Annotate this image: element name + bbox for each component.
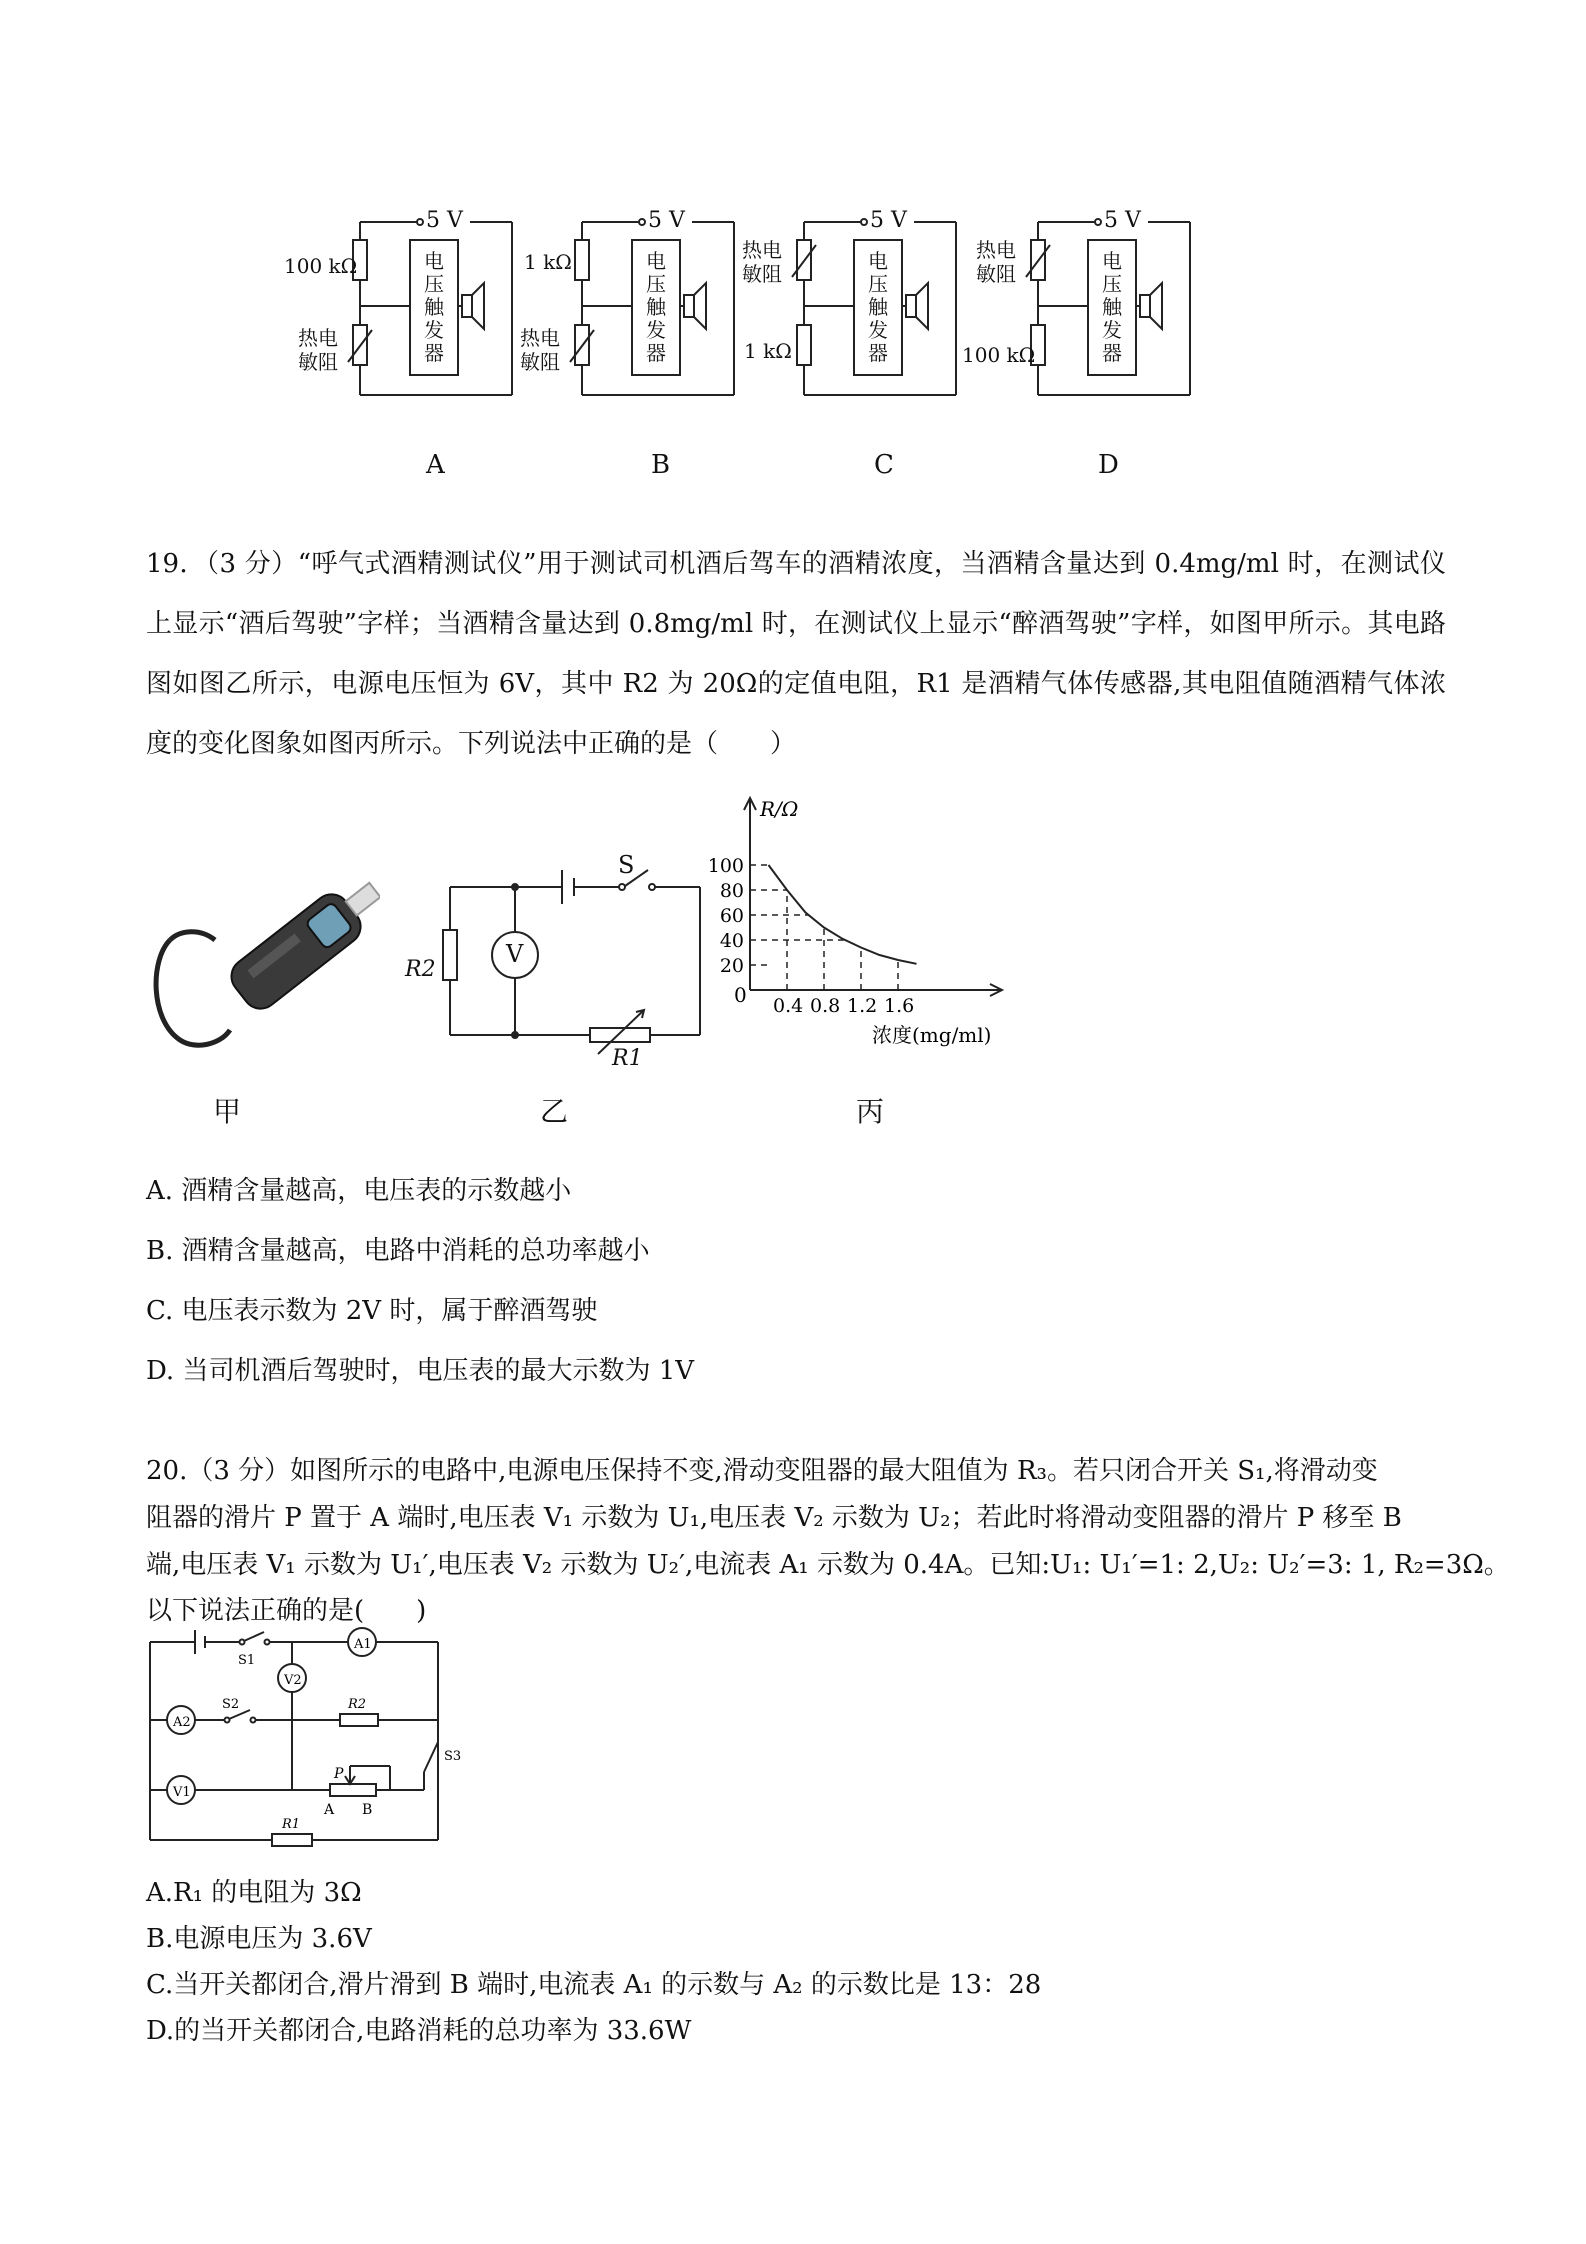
chart-x-tick-label: 1.6 (884, 995, 915, 1017)
q20-stem-line-1: 20.（3 分）如图所示的电路中,电源电压保持不变,滑动变阻器的最大阻值为 R₃。若只闭合开关 S₁,将滑动变 (146, 1456, 1378, 1486)
q18-b-trigger: 电 压 触 发 器 (646, 249, 666, 365)
fig-label-jia: 甲 (213, 1095, 242, 1128)
q18-d-trigger: 电 压 触 发 器 (1102, 249, 1122, 365)
q19-stem: 19．（3 分）“呼气式酒精测试仪”用于测试司机酒后驾车的酒精浓度，当酒精含量达到 0.4mg/ml 时，在测试仪上显示“酒后驾驶”字样；当酒精含量达到 0.8mg/ml 时，在测试仪上显示“醉酒驾驶”字样，如图甲所示。其电路图如图乙所示，电源电压恒为 6V，其中 R2 为 20Ω的定值电阻，R1 是酒精气体传感器,其电阻值随酒精气体浓度的变化图象如图丙所示。下列说法中正确的是（ ） (146, 549, 1446, 759)
q20-stem-line-4: 以下说法正确的是( ) (146, 1596, 427, 1626)
q20-a2-label: A2 (173, 1715, 191, 1730)
resistance-concentration-chart (700, 790, 1030, 1065)
chart-y-tick-label: 20 (719, 955, 744, 977)
q20-v2-label: V2 (284, 1673, 302, 1688)
q20-a-label: A (324, 1802, 335, 1818)
q20-r1-label: R1 (282, 1817, 301, 1832)
q18-d-voltage: 5 V (1104, 208, 1141, 233)
q19-voltmeter-label: V (506, 940, 524, 968)
q20-stem-line-3: 端,电压表 V₁ 示数为 U₁′,电压表 V₂ 示数为 U₂′,电流表 A₁ 示数为 0.4A。已知:U₁: U₁′=1: 2,U₂: U₂′=3: 1, R₂=3Ω。 (146, 1550, 1510, 1580)
fig-label-yi: 乙 (540, 1095, 569, 1128)
q20-circuit (140, 1620, 470, 1860)
q20-s3-label: S3 (444, 1749, 462, 1764)
q18-a-voltage: 5 V (426, 208, 463, 233)
q19-option-a[interactable]: A. 酒精含量越高，电压表的示数越小 (146, 1176, 572, 1206)
chart-y-tick-label: 40 (719, 930, 744, 952)
q20-b-label: B (362, 1802, 373, 1818)
q18-a-resistor-label: 100 kΩ (284, 254, 358, 278)
q18-c-voltage: 5 V (870, 208, 907, 233)
q20-option-a[interactable]: A.R₁ 的电阻为 3Ω (146, 1878, 362, 1908)
q19-r2-label: R2 (405, 957, 436, 982)
q19-option-b[interactable]: B. 酒精含量越高，电路中消耗的总功率越小 (146, 1236, 650, 1266)
q20-r2-label: R2 (348, 1697, 367, 1712)
q19-option-d[interactable]: D. 当司机酒后驾驶时，电压表的最大示数为 1V (146, 1356, 695, 1386)
q18-option-a[interactable]: A (426, 450, 445, 480)
q19-option-c[interactable]: C. 电压表示数为 2V 时，属于醉酒驾驶 (146, 1296, 598, 1326)
q18-a-trigger: 电 压 触 发 器 (424, 249, 444, 365)
breathalyzer-image (140, 870, 380, 1070)
chart-y-tick-label: 100 (707, 855, 744, 877)
q19-switch-label: S (618, 851, 635, 879)
q18-b-voltage: 5 V (648, 208, 685, 233)
q18-c-trigger: 电 压 触 发 器 (868, 249, 888, 365)
chart-x-tick-label: 0.4 (773, 995, 804, 1017)
chart-x-tick-label: 1.2 (847, 995, 878, 1017)
q18-c-resistor-label: 1 kΩ (744, 339, 792, 363)
q20-s2-label: S2 (222, 1697, 240, 1712)
chart-y-label: R/Ω (760, 797, 799, 821)
q18-b-thermistor-label: 热电 敏阻 (520, 326, 560, 374)
chart-x-label: 浓度(mg/ml) (872, 1023, 992, 1047)
q19-r1-label: R1 (612, 1046, 643, 1071)
chart-x-tick-label: 0.8 (810, 995, 841, 1017)
q18-d-thermistor-label: 热电 敏阻 (976, 238, 1016, 286)
q20-stem-line-2: 阻器的滑片 P 置于 A 端时,电压表 V₁ 示数为 U₁,电压表 V₂ 示数为 U₂；若此时将滑动变阻器的滑片 P 移至 B (146, 1503, 1402, 1533)
q18-option-b[interactable]: B (651, 450, 671, 480)
q18-d-resistor-label: 100 kΩ (962, 343, 1036, 367)
q18-c-thermistor-label: 热电 敏阻 (742, 238, 782, 286)
q20-v1-label: V1 (173, 1785, 191, 1800)
chart-y-tick-label: 80 (719, 880, 744, 902)
q20-option-c[interactable]: C.当开关都闭合,滑片滑到 B 端时,电流表 A₁ 的示数与 A₂ 的示数比是 13：28 (146, 1970, 1042, 2000)
q20-s1-label: S1 (238, 1653, 256, 1668)
chart-y-tick-label: 60 (719, 905, 744, 927)
q20-option-d[interactable]: D.的当开关都闭合,电路消耗的总功率为 33.6W (146, 2016, 692, 2046)
fig-label-bing: 丙 (856, 1095, 885, 1128)
q18-option-c[interactable]: C (874, 450, 894, 480)
q18-b-resistor-label: 1 kΩ (524, 250, 572, 274)
q20-a1-label: A1 (354, 1637, 372, 1652)
chart-origin-label: 0 (734, 983, 747, 1007)
q20-p-label: P (334, 1766, 344, 1782)
q18-a-thermistor-label: 热电 敏阻 (298, 326, 338, 374)
chart-series-line (769, 865, 917, 964)
q18-option-d[interactable]: D (1098, 450, 1119, 480)
q20-option-b[interactable]: B.电源电压为 3.6V (146, 1924, 372, 1954)
